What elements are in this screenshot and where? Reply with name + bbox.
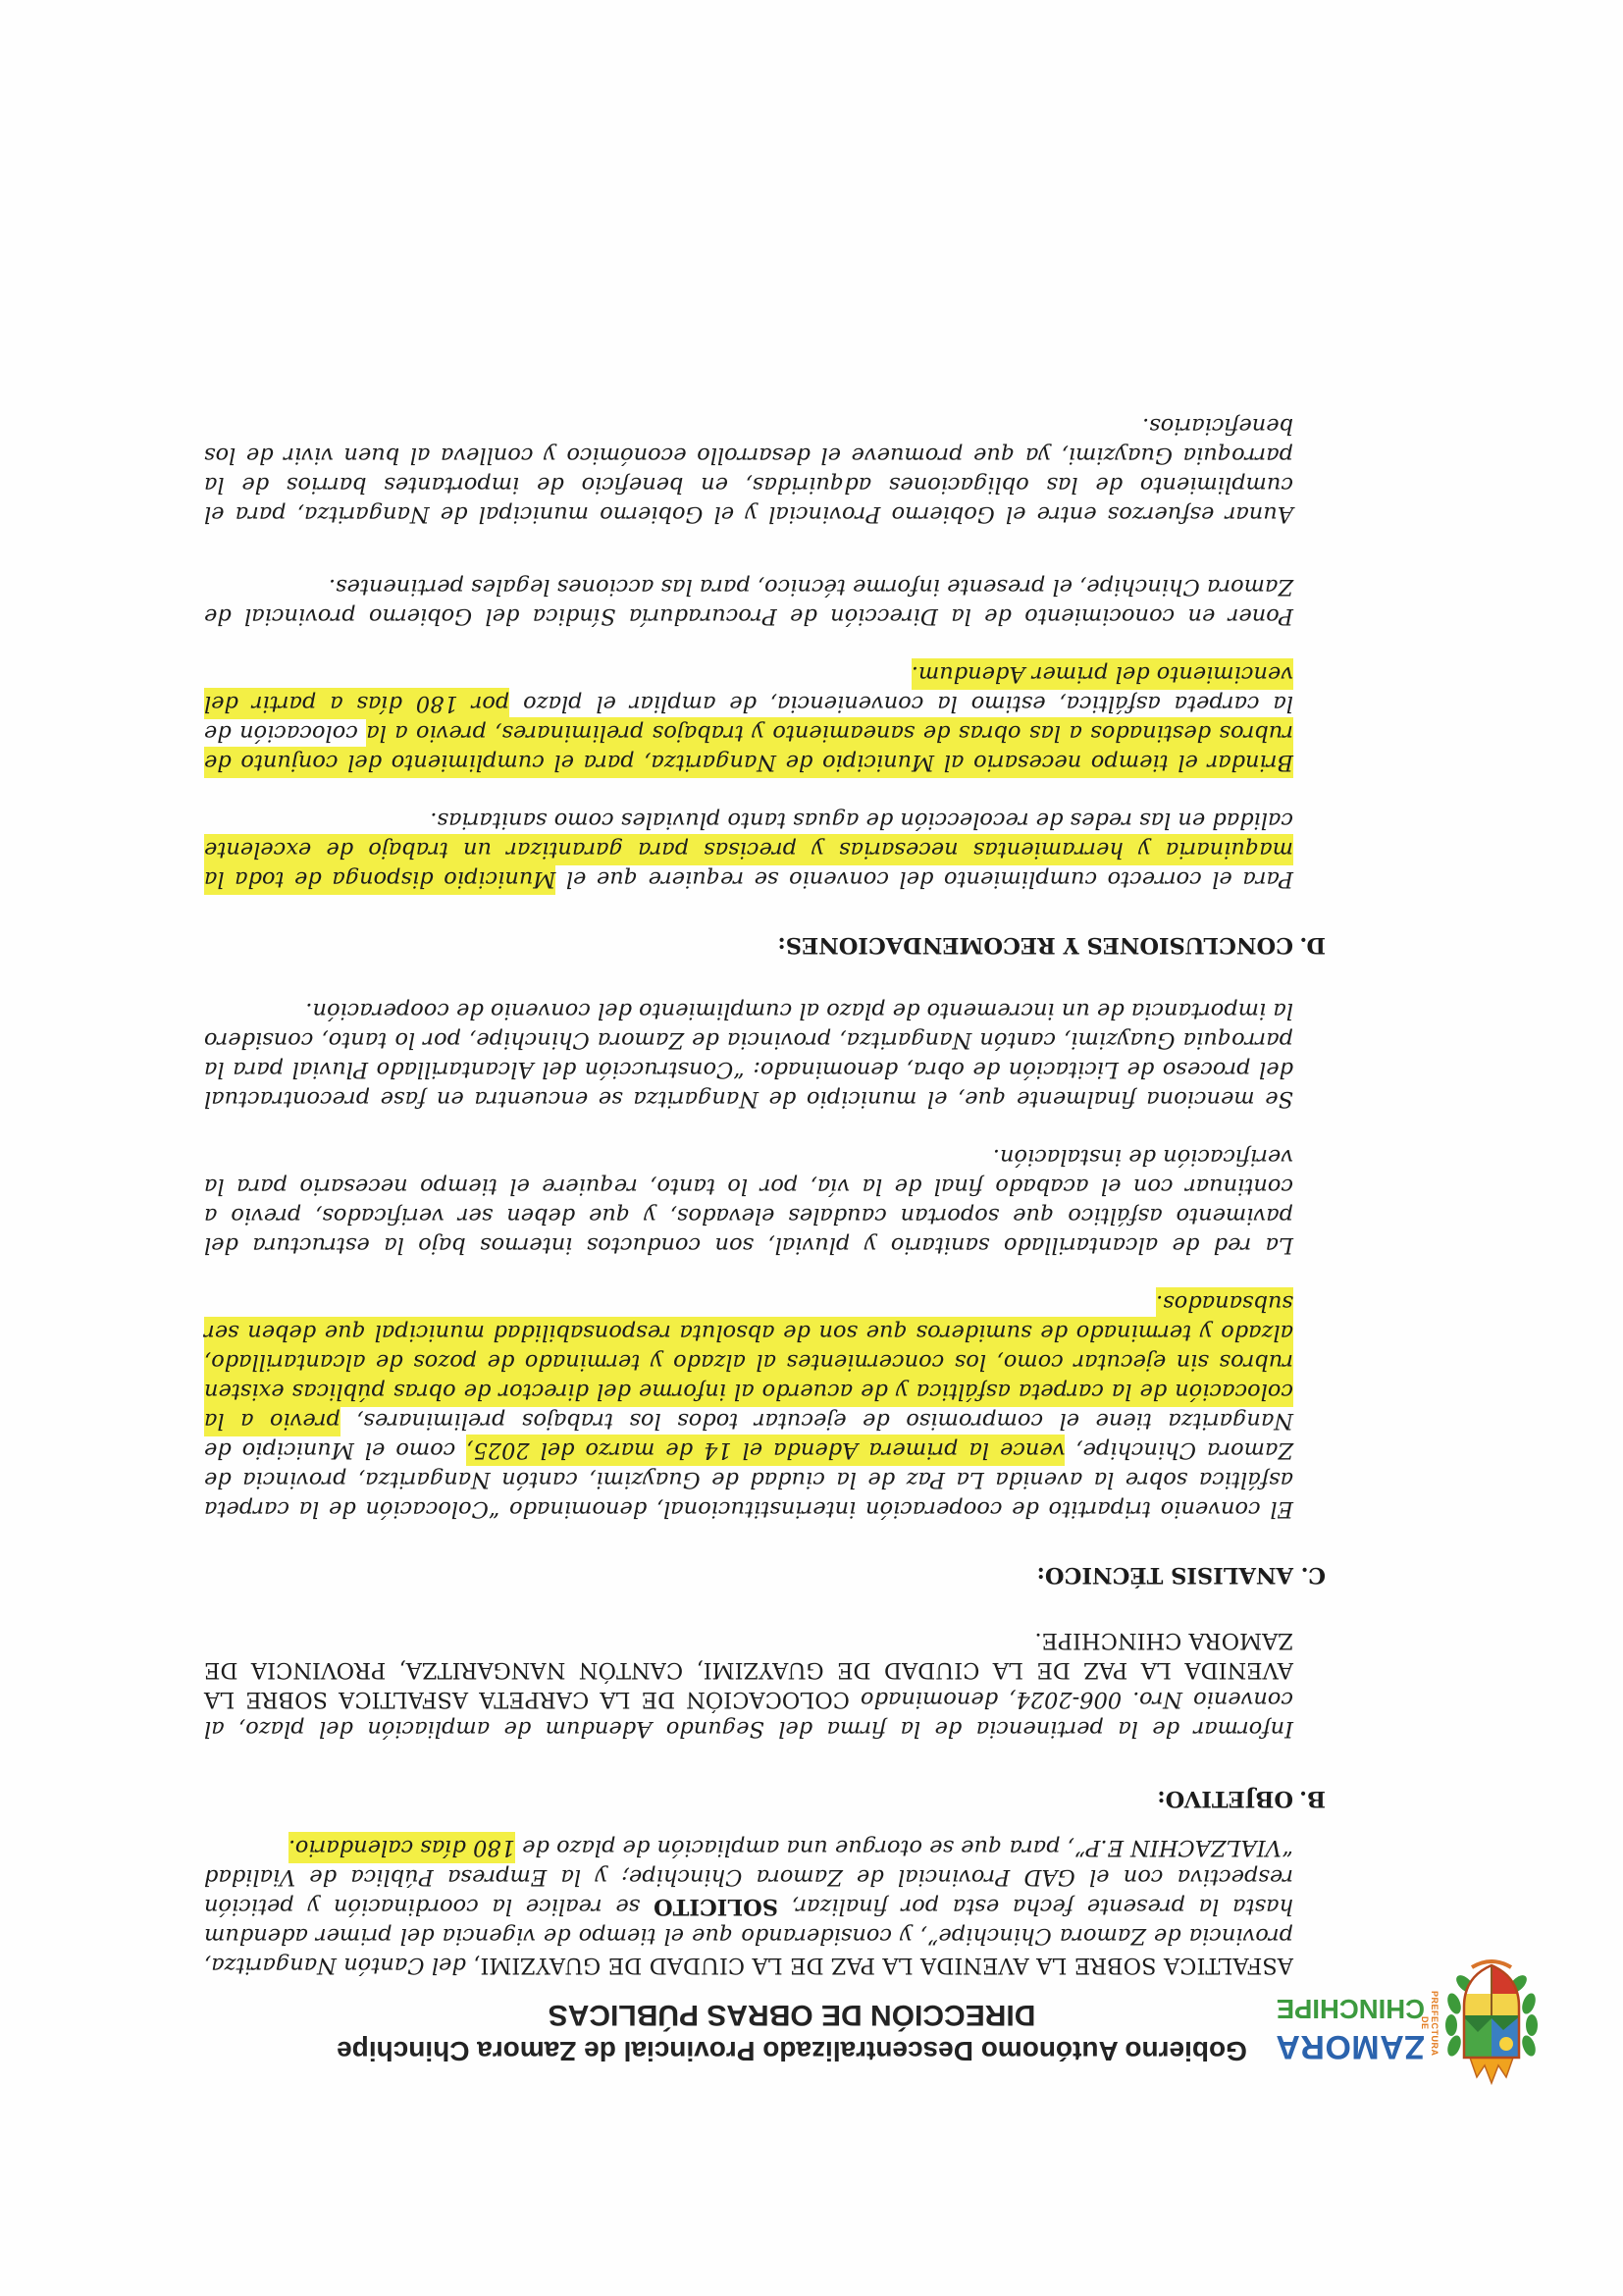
logo-name-line2: CHINCHIPE — [1276, 1994, 1425, 2024]
text-segment: calidad en las redes de recolección de aguas tanto pluviales como sanitarias. — [430, 808, 1293, 833]
text-segment: Para el correcto cumplimiento del convenio se requiere que el — [555, 866, 1293, 892]
text-segment: El convenio tripartito de cooperación interinstitucional, denominado “Colocación de la carpeta asfáltica sobre la avenida La Paz de la ciudad de Guayzimi, cantón Nangaritza, provincia de Zamora Chinchipe, — [204, 1437, 1293, 1522]
objetivo-paragraph — [204, 1626, 1293, 1744]
highlighted-text: Municipio disponga de toda la maquinaria y herramientas necesarias y precisas para garantizar un trabajo de excelente — [204, 834, 1293, 895]
highlighted-text: vence la primera Adenda el 14 de marzo del 2025, — [466, 1435, 1065, 1466]
conclusiones-paragraph-2 — [204, 659, 1293, 777]
text-segment: ASFALTICA SOBRE LA AVENIDA LA PAZ DE LA CIUDAD DE GUAYZIMI, — [473, 1953, 1293, 1978]
highlighted-text: Brindar el tiempo necesario al Municipio de Nangaritza, para el cumplimiento del conjunto de rubros destinados a las obras de saneamiento y trabajos preliminares, previo a la — [204, 717, 1293, 778]
analisis-paragraph-3 — [204, 996, 1293, 1114]
text-segment: Poner en conocimiento de la Dirección de Procuraduría Síndica del Gobierno provincial de Zamora Chinchipe, el presente informe técnico, para las acciones legales pertinentes. — [204, 574, 1293, 629]
section-heading-analisis — [204, 1560, 1326, 1590]
highlighted-text: previo a la colocación de la carpeta asfáltica y de acuerdo al informe del director de obras públicas existen rubros sin ejecutar como, los concernientes al alzado y terminado de pozos de alcantarillado, alzado y terminado de sumideros que son de absoluta responsabilidad municipal que deben ser subsanados. — [204, 1287, 1293, 1436]
text-segment: La red de alcantarillado sanitario y pluvial, son conductos internos bajo la estructura del pavimento asfáltico que soportan caudales elevados, y que deben ser verificados, previo a continuar con el acabado final de la vía, por lo tanto, requiere el tiempo necesario para la verificación de instalación. — [204, 1144, 1293, 1258]
section-title: ANALISIS TÉCNICO: — [1036, 1562, 1293, 1588]
conclusiones-paragraph-4 — [204, 411, 1293, 529]
section-letter: D. — [1299, 932, 1326, 958]
text-segment: colocación de la carpeta asfáltica, estimo la conveniencia, de ampliar el plazo — [203, 691, 1293, 746]
logo-name-line1: ZAMORA — [1275, 2028, 1425, 2065]
highlighted-text: 180 días calendario. — [288, 1832, 515, 1863]
logo-prefix-text: PREFECTURA DE — [1420, 1990, 1440, 2057]
text-segment: Aunar esfuerzos entre el Gobierno Provincial y el Gobierno municipal de Nangaritza, para el cumplimiento de las obligaciones adquiridas, en beneficio de importantes barrios de la parroquia Guayzimi, ya que promueve el desarrollo económico y conlleva al buen vivir de los beneficiarios. — [204, 413, 1293, 527]
emblem-graphic — [1442, 1956, 1541, 2087]
text-segment: del Cantón Nangaritza, provincia de Zamora Chinchipe”, y considerando que el tiempo de vigencia del primer adendum hasta la presente fecha esta por finalizar, — [204, 1894, 1293, 1978]
section-letter: C. — [1300, 1562, 1326, 1588]
analisis-paragraph-1 — [204, 1288, 1293, 1524]
section-heading-objetivo — [204, 1784, 1326, 1813]
intro-paragraph — [204, 1833, 1293, 1980]
institution-name: Gobierno Autónomo Descentralizado Provincial de Zamora Chinchipe — [337, 2036, 1247, 2066]
section-title: OBJETIVO: — [1157, 1786, 1293, 1811]
section-letter: B. — [1299, 1786, 1326, 1811]
conclusiones-paragraph-3 — [204, 572, 1293, 631]
text-segment: se realice la coordinación y petición respectiva con el GAD Provincial de Zamora Chinchipe; y la Empresa Pública de Vialidad “VIALZACHIN E.P”, para que se otorgue una ampliación de plazo de — [204, 1835, 1293, 1919]
provincial-shield-emblem-icon — [1442, 1956, 1541, 2087]
section-title: CONCLUSIONES Y RECOMENDACIONES: — [777, 932, 1293, 958]
solicito-keyword: SOLICITO — [653, 1894, 778, 1919]
text-segment: COLOCACIÓN DE LA CARPETA ASFALTICA SOBRE LA AVENIDA LA PAZ DE LA CIUDAD DE GUAYZIMI, CANTÓN NANGARITZA, PROVINCIA DE ZAMORA CHINCHIPE. — [204, 1628, 1293, 1712]
highlighted-text: por 180 días a partir del vencimiento del primer Adendum. — [204, 658, 1293, 719]
text-segment: Se menciona finalmente que, el municipio de Nangaritza se encuentra en fase precontractual del proceso de Licitación de obra, denominado: “Construcción del Alcantarillado Pluvial para la parroquia Guayzimi, cantón Nangaritza, provincia de Zamora Chinchipe, por lo tanto, considero la importancia de un incremento de plazo al cumplimiento del convenio de cooperación. — [204, 998, 1293, 1112]
analisis-paragraph-2 — [204, 1142, 1293, 1260]
report-body — [203, 411, 1326, 1980]
section-heading-conclusiones — [204, 930, 1326, 960]
department-name: DIRECCIÓN DE OBRAS PÚBLICAS — [548, 1999, 1036, 2031]
conclusiones-paragraph-1 — [204, 806, 1293, 894]
text-segment: como el Municipio de Nangaritza tiene el compromiso de ejecutar todos los trabajos preliminares, — [204, 1408, 1293, 1463]
text-segment: Informar de la pertinencia de la firma del Segundo Adendum de ampliación del plazo, al convenio Nro. 006-2024, denominado — [204, 1687, 1293, 1742]
